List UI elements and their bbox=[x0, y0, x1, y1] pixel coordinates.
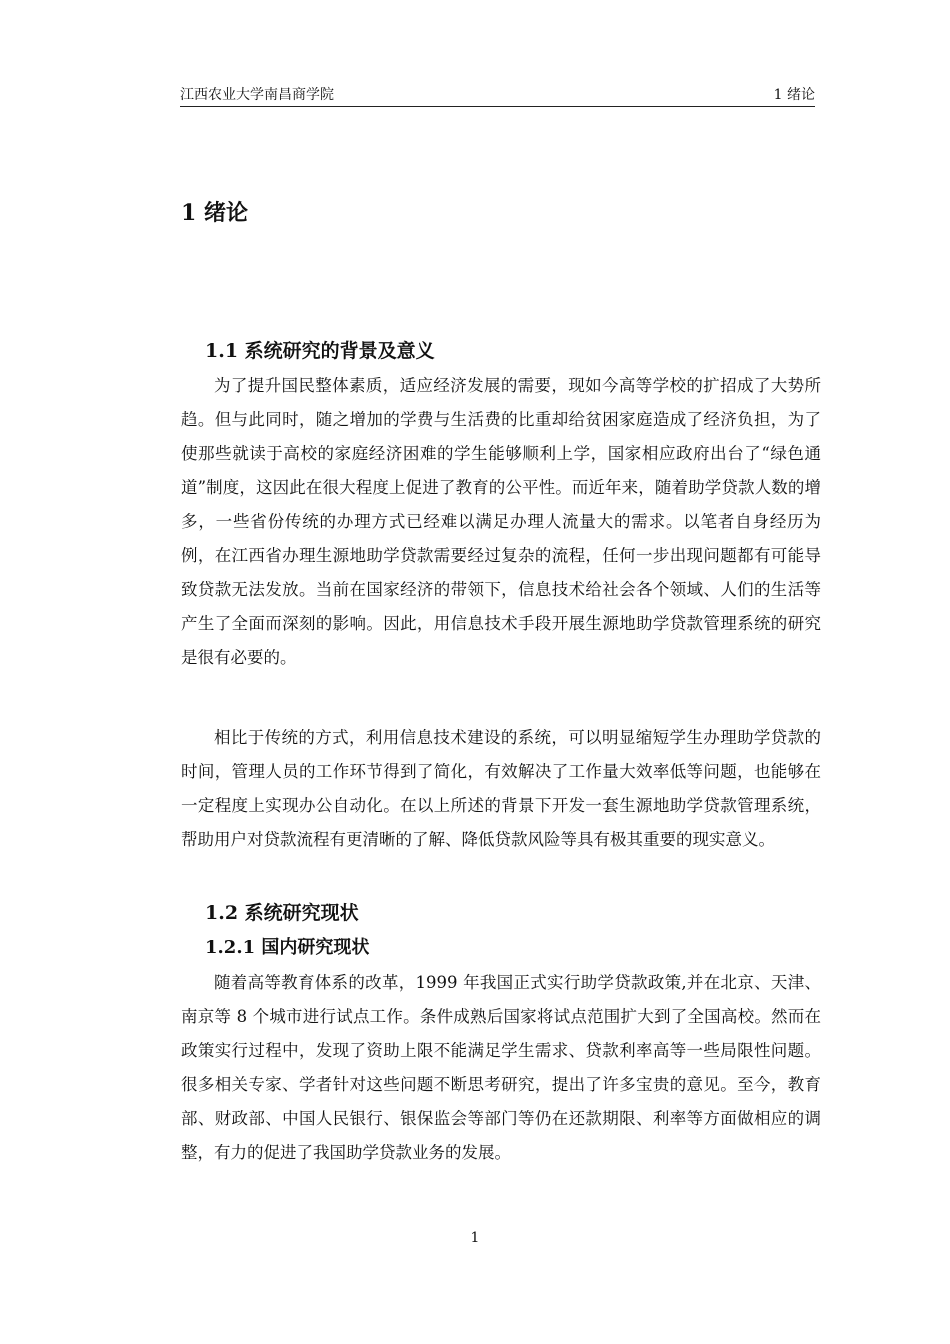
section-1-2-title: 1.2 系统研究现状 bbox=[205, 902, 359, 924]
section-1-1-title: 1.1 系统研究的背景及意义 bbox=[205, 340, 435, 362]
page-number: 1 bbox=[470, 1230, 480, 1246]
section-1-1-paragraph-1: 为了提升国民整体素质，适应经济发展的需要，现如今高等学校的扩招成了大势所趋。但与此同时，随之增加的学费与生活费的比重却给贫困家庭造成了经济负担，为了使那些就读于高校的家庭经济困难的学生能够顺利上学，国家相应政府出台了“绿色通道”制度，这因此在很大程度上促进了教育的公平性。而近年来，随着助学贷款人数的增多，一些省份传统的办理方式已经难以满足办理人流量大的需求。以笔者自身经历为例，在江西省办理生源地助学贷款需要经过复杂的流程，任何一步出现问题都有可能导致贷款无法发放。当前在国家经济的带领下，信息技术给社会各个领域、人们的生活等产生了全面而深刻的影响。因此，用信息技术手段开展生源地助学贷款管理系统的研究是很有必要的。 bbox=[181, 376, 821, 667]
page-header bbox=[180, 86, 815, 107]
header-school-name: 江西农业大学南昌商学院 bbox=[180, 87, 334, 103]
chapter-title: 1 绪论 bbox=[181, 200, 248, 226]
section-1-2-1-title: 1.2.1 国内研究现状 bbox=[205, 937, 370, 958]
header-chapter-name: 1 绪论 bbox=[773, 87, 815, 103]
section-1-1-paragraph-2: 相比于传统的方式，利用信息技术建设的系统，可以明显缩短学生办理助学贷款的时间，管理人员的工作环节得到了简化，有效解决了工作量大效率低等问题，也能够在一定程度上实现办公自动化。在以上所述的背景下开发一套生源地助学贷款管理系统，帮助用户对贷款流程有更清晰的了解、降低贷款风险等具有极其重要的现实意义。 bbox=[181, 728, 821, 849]
section-1-2-1-paragraph-1: 随着高等教育体系的改革，1999 年我国正式实行助学贷款政策,并在北京、天津、南京等 8 个城市进行试点工作。条件成熟后国家将试点范围扩大到了全国高校。然而在政策实行过程中，发现了资助上限不能满足学生需求、贷款利率高等一些局限性问题。很多相关专家、学者针对这些问题不断思考研究，提出了许多宝贵的意见。至今，教育部、财政部、中国人民银行、银保监会等部门等仍在还款期限、利率等方面做相应的调整，有力的促进了我国助学贷款业务的发展。 bbox=[181, 973, 821, 1162]
